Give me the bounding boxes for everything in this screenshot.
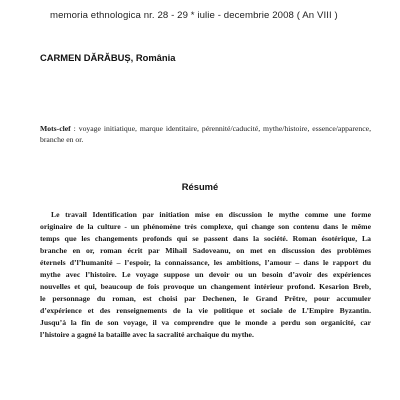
abstract-line: originaire de la culture - un phénomène très complexe, qui change son contenu dans le même <box>40 222 371 231</box>
keywords-label: Mots-clef <box>40 124 71 133</box>
abstract-line: l’histoire a gagné la bataille avec la sacralité archaïque du mythe. <box>40 330 254 339</box>
abstract-line: éternels d’l’humanité – l’espoir, la connaissance, les ambitions, l’amour – dans le rapport du <box>40 258 371 267</box>
abstract-line: mythe avec l’histoire. Le voyage suppose un devoir ou un besoin d’avoir des expériences <box>40 270 371 279</box>
abstract-line: temps que les changements profonds qui se passent dans la société. Roman ésotérique, La <box>40 234 371 243</box>
abstract-line: branche en or, roman écrit par Mihail Sadoveanu, on met en discussion des problèmes <box>40 246 371 255</box>
keywords-text: voyage initiatique, marque identitaire, pérennité/caducité, mythe/histoire, essence/apparence, branche en or. <box>40 124 371 144</box>
running-header: memoria ethnologica nr. 28 - 29 * iulie - decembrie 2008 ( An VIII ) <box>50 10 338 21</box>
abstract-heading: Résumé <box>181 181 219 192</box>
keywords-block <box>40 123 371 145</box>
keywords-separator: : <box>70 124 79 133</box>
abstract-line: nouvelles et qui, beaucoup de fois provoque un changement intérieur profond. Kesarion Breb, <box>40 282 371 291</box>
abstract-line: Le travail Identification par initiation mise en discussion le mythe comme une forme <box>51 210 371 219</box>
author-name: CARMEN DĂRĂBUȘ, România <box>40 52 176 63</box>
abstract-line: le personnage du roman, est choisi par Dechenen, le Grand Prêtre, pour accumuler <box>40 294 371 303</box>
abstract-body <box>40 209 371 341</box>
abstract-line: Jusqu’à la fin de son voyage, il va comprendre que le monde a perdu son organicité, car <box>40 318 371 327</box>
abstract-line: d’expérience et des renseignements de la vie politique et sociale de L’Empire Byzantin. <box>40 306 371 315</box>
